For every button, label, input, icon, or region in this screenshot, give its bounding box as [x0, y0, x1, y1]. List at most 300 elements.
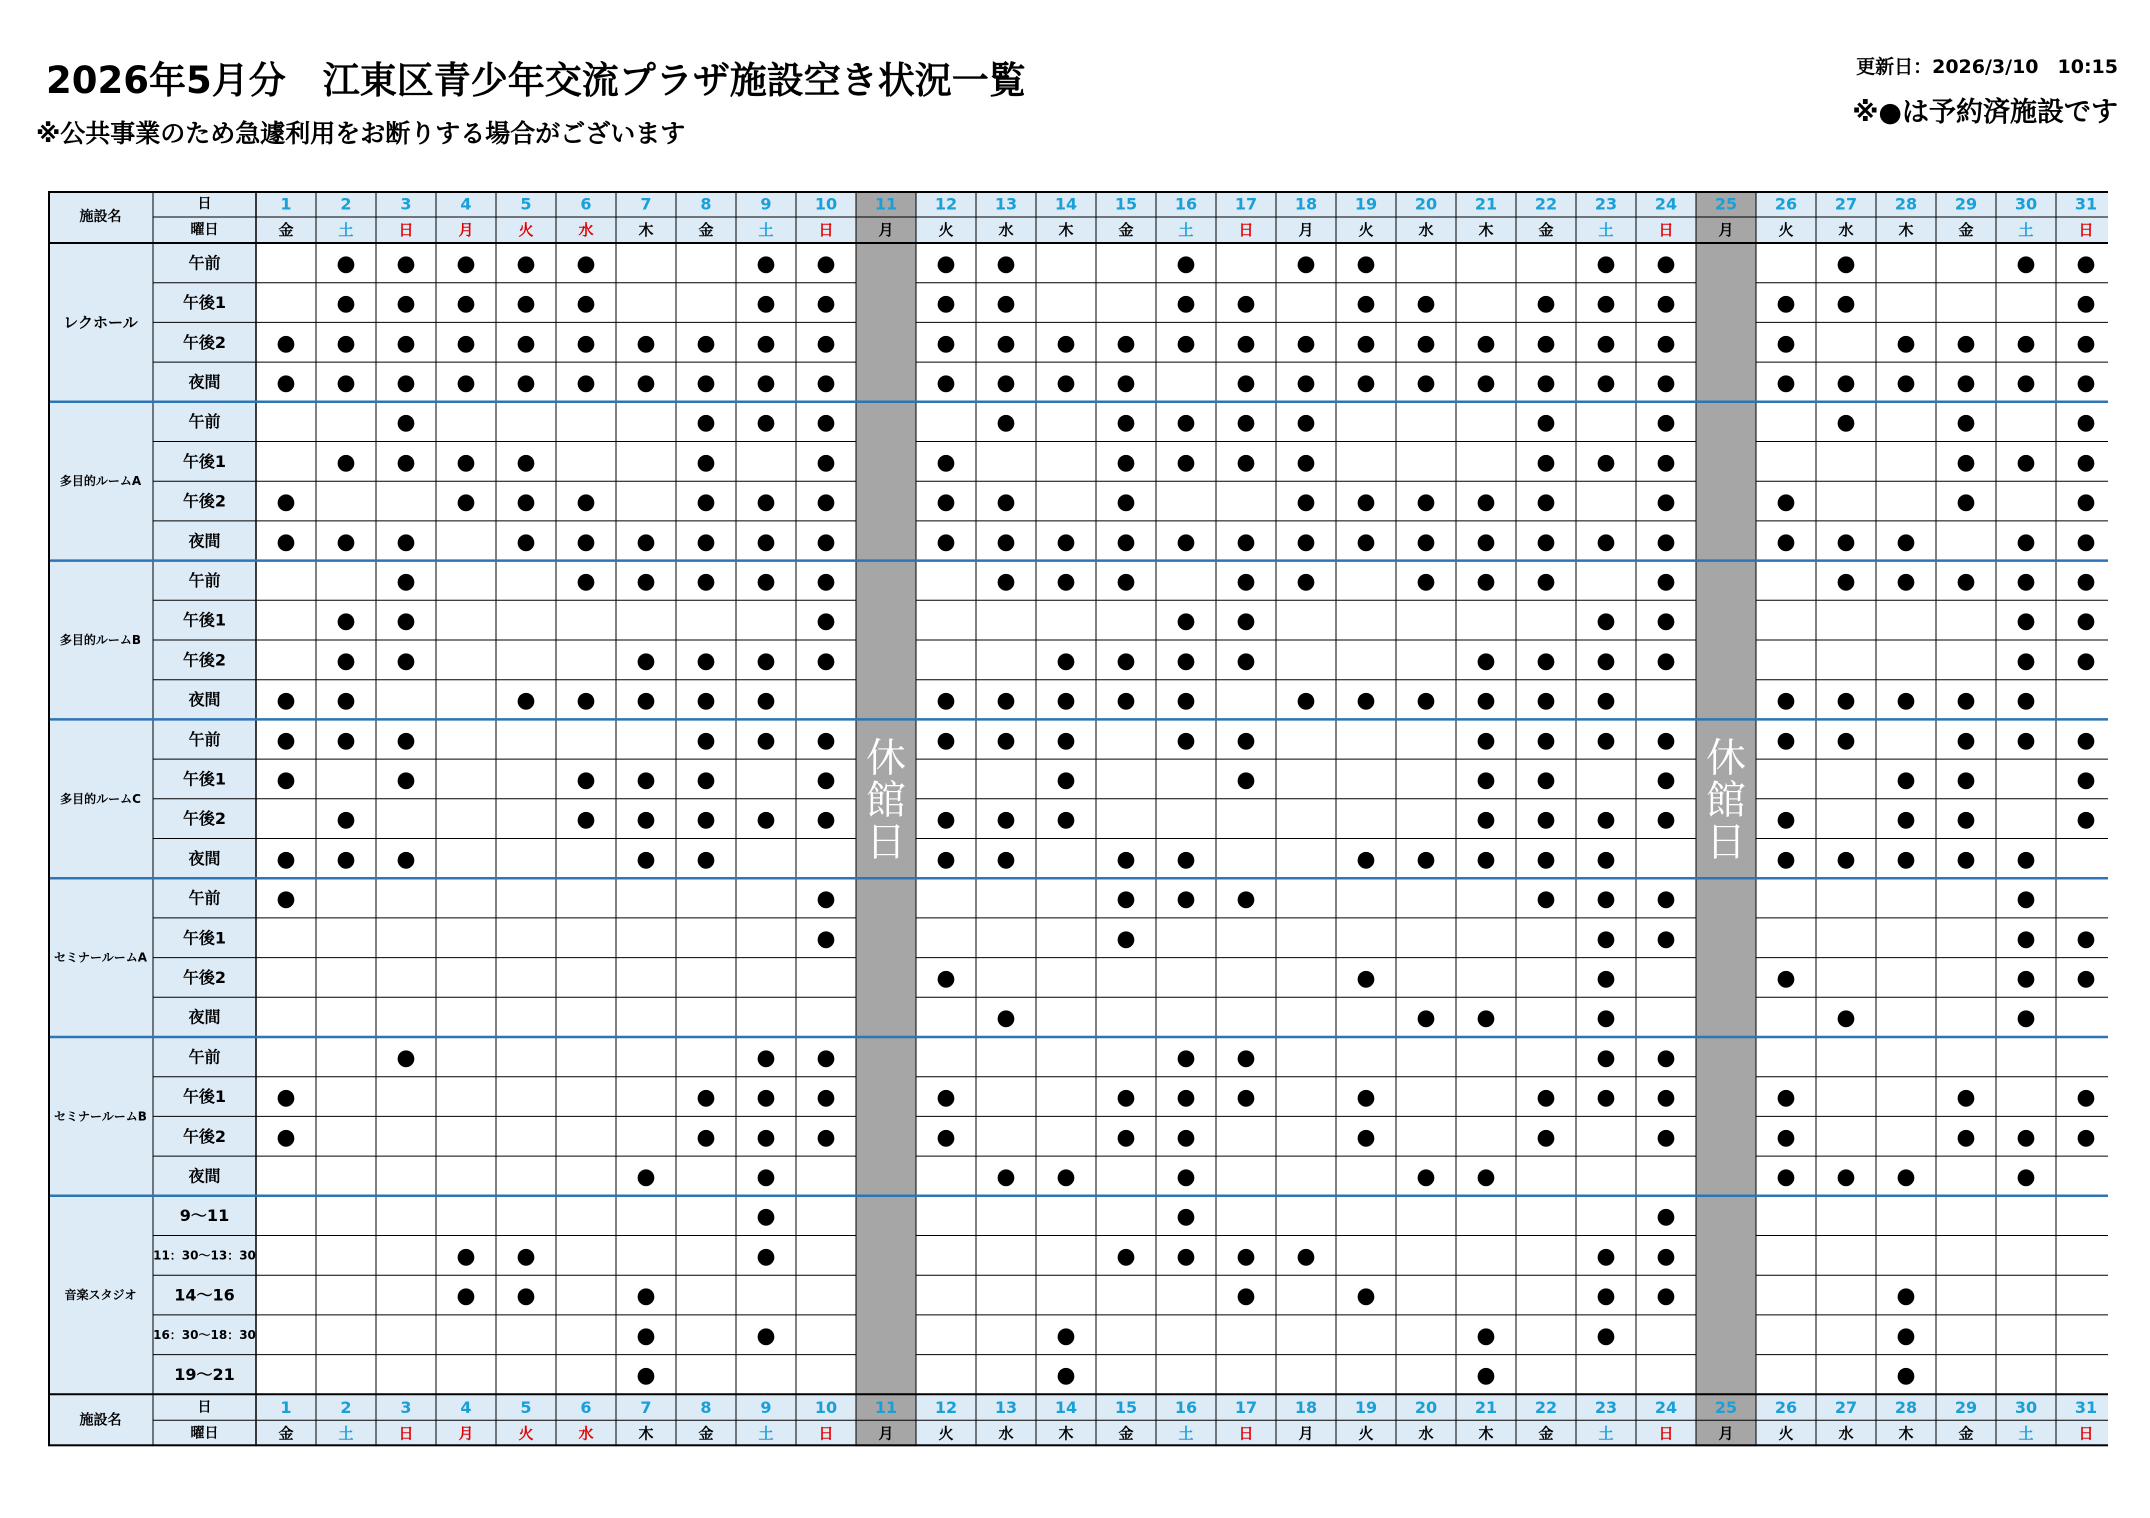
reserved-mark: ●: [1896, 807, 1916, 833]
reserved-mark: ●: [756, 1124, 776, 1150]
footer-weekday-14: 木: [1058, 1424, 1074, 1443]
reserved-mark: ●: [1596, 688, 1616, 714]
reserved-mark: ●: [936, 291, 956, 317]
footer-day-12: 12: [934, 1397, 958, 1417]
reserved-mark: ●: [996, 568, 1016, 594]
reserved-mark: ●: [1356, 1085, 1376, 1111]
reserved-mark: ●: [816, 330, 836, 356]
footer-day-24: 24: [1654, 1397, 1678, 1417]
reserved-mark: ●: [516, 1243, 536, 1269]
reserved-mark: ●: [1476, 1362, 1496, 1388]
reserved-mark: ●: [276, 688, 296, 714]
reserved-mark: ●: [936, 1085, 956, 1111]
reserved-mark: ●: [1476, 688, 1496, 714]
reserved-mark: ●: [1416, 846, 1436, 872]
reserved-mark: ●: [1116, 568, 1136, 594]
reserved-mark: ●: [2016, 1005, 2036, 1031]
slot-label: 午後2: [182, 491, 227, 511]
reserved-mark: ●: [936, 330, 956, 356]
slot-label: 11：30～13：30: [153, 1248, 256, 1263]
reserved-mark: ●: [396, 608, 416, 634]
reserved-mark: ●: [696, 807, 716, 833]
reserved-mark: ●: [396, 410, 416, 436]
footer-day-27: 27: [1834, 1397, 1858, 1417]
availability-grid: [48, 191, 2108, 1449]
footer-weekday-13: 水: [998, 1424, 1014, 1443]
header-day-7: 7: [640, 194, 652, 214]
footer-weekday-5: 火: [518, 1424, 534, 1443]
reserved-mark: ●: [1536, 529, 1556, 555]
reserved-mark: ●: [2016, 449, 2036, 475]
reserved-mark: ●: [336, 330, 356, 356]
footer-weekday-24: 日: [1658, 1424, 1674, 1443]
footer-weekday-15: 金: [1118, 1424, 1134, 1443]
header-day-31: 31: [2074, 194, 2098, 214]
reserved-mark: ●: [996, 688, 1016, 714]
reserved-mark: ●: [396, 568, 416, 594]
reserved-mark: ●: [1656, 807, 1676, 833]
reserved-mark: ●: [696, 568, 716, 594]
reserved-mark: ●: [2016, 648, 2036, 674]
reserved-mark: ●: [1236, 529, 1256, 555]
reserved-mark: ●: [1596, 330, 1616, 356]
reserved-mark: ●: [1596, 1243, 1616, 1269]
reserved-mark: ●: [936, 727, 956, 753]
reserved-mark: ●: [1836, 251, 1856, 277]
footer-weekday-30: 土: [2018, 1424, 2034, 1443]
reserved-mark: ●: [1476, 846, 1496, 872]
reserved-mark: ●: [756, 1164, 776, 1190]
reserved-mark: ●: [816, 291, 836, 317]
reserved-mark: ●: [2076, 608, 2096, 634]
reserved-mark: ●: [1656, 291, 1676, 317]
footer-weekday-26: 火: [1778, 1424, 1794, 1443]
reserved-mark: ●: [1236, 410, 1256, 436]
reserved-mark: ●: [1536, 688, 1556, 714]
reserved-mark: ●: [1176, 846, 1196, 872]
reserved-mark: ●: [1056, 330, 1076, 356]
reserved-mark: ●: [1536, 886, 1556, 912]
availability-table: [48, 191, 2108, 1449]
reserved-mark: ●: [1596, 926, 1616, 952]
slot-label: 16：30～18：30: [153, 1327, 256, 1342]
reserved-mark: ●: [1956, 330, 1976, 356]
reserved-mark: ●: [1656, 926, 1676, 952]
reserved-mark: ●: [636, 1164, 656, 1190]
reserved-mark: ●: [1836, 688, 1856, 714]
slot-label: 午後1: [182, 293, 227, 313]
reserved-mark: ●: [1776, 370, 1796, 396]
footer-day-14: 14: [1054, 1397, 1078, 1417]
footer-day-2: 2: [340, 1397, 352, 1417]
footer-day-20: 20: [1414, 1397, 1438, 1417]
reserved-mark: ●: [636, 1323, 656, 1349]
reserved-mark: ●: [1416, 688, 1436, 714]
footer-day-29: 29: [1954, 1397, 1978, 1417]
slot-label: 午前: [188, 570, 221, 590]
reserved-mark: ●: [1596, 727, 1616, 753]
reserved-mark: ●: [576, 568, 596, 594]
reserved-mark: ●: [396, 648, 416, 674]
reserved-mark: ●: [996, 1005, 1016, 1031]
reserved-mark: ●: [1776, 1164, 1796, 1190]
reserved-mark: ●: [1656, 1045, 1676, 1071]
reserved-mark: ●: [696, 688, 716, 714]
reserved-mark: ●: [2016, 529, 2036, 555]
header-weekday-28: 木: [1898, 221, 1914, 239]
reserved-mark: ●: [936, 251, 956, 277]
reserved-mark: ●: [1656, 1085, 1676, 1111]
reserved-mark: ●: [1836, 846, 1856, 872]
reserved-mark: ●: [936, 688, 956, 714]
closed-label-char: 日: [1706, 819, 1746, 866]
reserved-mark: ●: [1596, 965, 1616, 991]
closed-label-char: 休: [866, 735, 906, 782]
reserved-mark: ●: [1536, 370, 1556, 396]
footer-weekday-19: 火: [1358, 1424, 1374, 1443]
reserved-mark: ●: [1596, 1283, 1616, 1309]
reserved-mark: ●: [1536, 727, 1556, 753]
reserved-mark: ●: [816, 449, 836, 475]
reserved-mark: ●: [1536, 807, 1556, 833]
reserved-mark: ●: [816, 370, 836, 396]
reserved-mark: ●: [1416, 489, 1436, 515]
reserved-mark: ●: [1656, 608, 1676, 634]
reserved-mark: ●: [2016, 1124, 2036, 1150]
reserved-mark: ●: [516, 529, 536, 555]
reserved-mark: ●: [1116, 886, 1136, 912]
facility-name: セミナールームB: [54, 1109, 147, 1124]
closed-label-char: 館: [866, 777, 906, 824]
reserved-mark: ●: [1836, 370, 1856, 396]
reserved-mark: ●: [1296, 449, 1316, 475]
footer-day-label: 日: [197, 1399, 212, 1416]
facility-name: 音楽スタジオ: [64, 1288, 137, 1303]
reserved-mark: ●: [1956, 1085, 1976, 1111]
reserved-mark: ●: [1356, 965, 1376, 991]
reserved-mark: ●: [1776, 489, 1796, 515]
footer-day-31: 31: [2074, 1397, 2098, 1417]
facility-name: 多目的ルームA: [59, 474, 142, 489]
reserved-mark: ●: [756, 688, 776, 714]
footer-day-1: 1: [280, 1397, 292, 1417]
slot-label: 午後1: [182, 1087, 227, 1107]
reserved-mark: ●: [276, 846, 296, 872]
reserved-mark: ●: [1776, 727, 1796, 753]
reserved-mark: ●: [2076, 568, 2096, 594]
reserved-mark: ●: [2076, 330, 2096, 356]
reserved-mark: ●: [336, 449, 356, 475]
footer-weekday-1: 金: [278, 1424, 294, 1443]
reserved-mark: ●: [756, 251, 776, 277]
header-day-14: 14: [1054, 194, 1078, 214]
reserved-mark: ●: [1116, 370, 1136, 396]
reserved-mark: ●: [1236, 1045, 1256, 1071]
reserved-mark: ●: [696, 767, 716, 793]
reserved-mark: ●: [456, 1243, 476, 1269]
header-weekday-30: 土: [2018, 221, 2034, 239]
reserved-mark: ●: [576, 251, 596, 277]
reserved-mark: ●: [756, 1204, 776, 1230]
reserved-mark: ●: [1656, 489, 1676, 515]
footer-day-9: 9: [760, 1397, 772, 1417]
reserved-mark: ●: [1176, 1164, 1196, 1190]
reserved-mark: ●: [276, 1124, 296, 1150]
reserved-mark: ●: [636, 648, 656, 674]
reserved-mark: ●: [1176, 1243, 1196, 1269]
reserved-mark: ●: [276, 330, 296, 356]
reserved-mark: ●: [516, 1283, 536, 1309]
reserved-mark: ●: [2076, 965, 2096, 991]
footer-weekday-17: 日: [1238, 1424, 1254, 1443]
reserved-mark: ●: [1776, 846, 1796, 872]
reserved-mark: ●: [1896, 846, 1916, 872]
footer-day-17: 17: [1234, 1397, 1258, 1417]
reserved-mark: ●: [276, 370, 296, 396]
header-weekday-10: 日: [818, 221, 834, 239]
reserved-mark: ●: [1236, 767, 1256, 793]
reserved-mark: ●: [1656, 1124, 1676, 1150]
reserved-mark: ●: [1536, 846, 1556, 872]
reserved-mark: ●: [1476, 727, 1496, 753]
header-weekday-2: 土: [338, 221, 354, 239]
header-day-6: 6: [580, 194, 592, 214]
reserved-mark: ●: [1896, 1362, 1916, 1388]
reserved-mark: ●: [2076, 767, 2096, 793]
reserved-mark: ●: [936, 846, 956, 872]
slot-label: 午前: [188, 1047, 221, 1067]
header-weekday-17: 日: [1238, 221, 1254, 239]
reserved-mark: ●: [456, 1283, 476, 1309]
reserved-mark: ●: [996, 1164, 1016, 1190]
reserved-mark: ●: [1116, 1085, 1136, 1111]
footer-day-23: 23: [1594, 1397, 1618, 1417]
header-weekday-label: 曜日: [190, 222, 219, 238]
header-day-2: 2: [340, 194, 352, 214]
reserved-mark: ●: [2016, 251, 2036, 277]
reserved-mark: ●: [1236, 608, 1256, 634]
header-weekday-14: 木: [1058, 221, 1074, 239]
reserved-mark: ●: [456, 489, 476, 515]
reserved-mark: ●: [396, 291, 416, 317]
footer-day-8: 8: [700, 1397, 712, 1417]
header-weekday-16: 土: [1178, 221, 1194, 239]
reserved-mark: ●: [1536, 568, 1556, 594]
reserved-mark: ●: [1656, 370, 1676, 396]
reserved-mark: ●: [1056, 807, 1076, 833]
reserved-mark: ●: [576, 529, 596, 555]
reserved-mark: ●: [1356, 688, 1376, 714]
reserved-mark: ●: [1956, 688, 1976, 714]
reserved-mark: ●: [1776, 1124, 1796, 1150]
reserved-mark: ●: [1956, 449, 1976, 475]
header-day-28: 28: [1894, 194, 1918, 214]
reserved-mark: ●: [1956, 410, 1976, 436]
reserved-mark: ●: [1896, 688, 1916, 714]
reserved-mark: ●: [696, 449, 716, 475]
reserved-mark: ●: [456, 330, 476, 356]
reserved-mark: ●: [1176, 1204, 1196, 1230]
header-weekday-15: 金: [1118, 221, 1134, 239]
footer-day-10: 10: [814, 1397, 838, 1417]
footer-day-26: 26: [1774, 1397, 1798, 1417]
reserved-mark: ●: [1476, 489, 1496, 515]
slot-label: 午後2: [182, 809, 227, 829]
reserved-mark: ●: [1116, 648, 1136, 674]
slot-label: 夜間: [188, 690, 221, 710]
reserved-mark: ●: [1656, 449, 1676, 475]
reserved-mark: ●: [2076, 807, 2096, 833]
reserved-mark: ●: [396, 330, 416, 356]
slot-label: 午前: [188, 253, 221, 273]
header-weekday-3: 日: [398, 221, 414, 239]
reserved-mark: ●: [516, 330, 536, 356]
reserved-mark: ●: [756, 727, 776, 753]
reserved-mark: ●: [816, 886, 836, 912]
reserved-mark: ●: [396, 727, 416, 753]
reserved-mark: ●: [1116, 1243, 1136, 1269]
reserved-mark: ●: [1356, 529, 1376, 555]
reserved-mark: ●: [1116, 688, 1136, 714]
reserved-mark: ●: [1296, 410, 1316, 436]
reserved-mark: ●: [1956, 1124, 1976, 1150]
reserved-mark: ●: [1956, 767, 1976, 793]
footer-day-3: 3: [400, 1397, 412, 1417]
footer-day-4: 4: [460, 1397, 472, 1417]
reserved-mark: ●: [1896, 370, 1916, 396]
page-subtitle: ※公共事業のため急遽利用をお断りする場合がございます: [36, 119, 686, 148]
reserved-mark: ●: [336, 807, 356, 833]
footer-weekday-6: 水: [578, 1424, 594, 1443]
reserved-mark: ●: [1356, 370, 1376, 396]
reserved-mark: ●: [1476, 807, 1496, 833]
footer-day-18: 18: [1294, 1397, 1318, 1417]
reserved-mark: ●: [1776, 291, 1796, 317]
reserved-mark: ●: [2016, 965, 2036, 991]
footer-weekday-11: 月: [878, 1424, 894, 1443]
header-day-3: 3: [400, 194, 412, 214]
footer-weekday-22: 金: [1538, 1424, 1554, 1443]
reserved-mark: ●: [636, 1283, 656, 1309]
reserved-mark: ●: [1236, 648, 1256, 674]
closed-label-char: 休: [1706, 735, 1746, 782]
reserved-mark: ●: [1356, 330, 1376, 356]
header-day-19: 19: [1354, 194, 1378, 214]
reserved-mark: ●: [1956, 568, 1976, 594]
header-day-15: 15: [1114, 194, 1138, 214]
reserved-mark: ●: [1056, 568, 1076, 594]
reserved-mark: ●: [276, 767, 296, 793]
reserved-mark: ●: [696, 330, 716, 356]
reserved-mark: ●: [1776, 529, 1796, 555]
reserved-mark: ●: [576, 489, 596, 515]
reserved-mark: ●: [996, 251, 1016, 277]
reserved-mark: ●: [1536, 410, 1556, 436]
reserved-mark: ●: [936, 449, 956, 475]
reserved-mark: ●: [756, 489, 776, 515]
reserved-mark: ●: [696, 529, 716, 555]
footer-weekday-12: 火: [938, 1424, 954, 1443]
facility-name: セミナールームA: [53, 950, 148, 965]
footer-day-22: 22: [1534, 1397, 1558, 1417]
reserved-mark: ●: [1416, 1005, 1436, 1031]
reserved-mark: ●: [2016, 926, 2036, 952]
reserved-mark: ●: [1656, 330, 1676, 356]
reserved-mark: ●: [1176, 529, 1196, 555]
reserved-mark: ●: [696, 1085, 716, 1111]
reserved-mark: ●: [1176, 251, 1196, 277]
reserved-mark: ●: [336, 291, 356, 317]
reserved-mark: ●: [1176, 291, 1196, 317]
slot-label: 夜間: [188, 531, 221, 551]
header-weekday-6: 水: [578, 221, 594, 239]
reserved-mark: ●: [756, 1045, 776, 1071]
reserved-mark: ●: [1356, 1124, 1376, 1150]
reserved-mark: ●: [1296, 568, 1316, 594]
reserved-mark: ●: [1296, 688, 1316, 714]
reserved-mark: ●: [1476, 648, 1496, 674]
reserved-mark: ●: [2076, 926, 2096, 952]
reserved-mark: ●: [1596, 449, 1616, 475]
header-day-23: 23: [1594, 194, 1618, 214]
header-weekday-7: 木: [638, 221, 654, 239]
reserved-mark: ●: [2016, 727, 2036, 753]
header-weekday-31: 日: [2078, 221, 2094, 239]
reserved-mark: ●: [1596, 846, 1616, 872]
header-weekday-5: 火: [518, 221, 534, 239]
reserved-mark: ●: [1236, 568, 1256, 594]
reserved-mark: ●: [1836, 291, 1856, 317]
slot-label: 夜間: [188, 372, 221, 392]
reserved-mark: ●: [1056, 648, 1076, 674]
reserved-mark: ●: [1116, 330, 1136, 356]
reserved-mark: ●: [756, 330, 776, 356]
header-day-17: 17: [1234, 194, 1258, 214]
reserved-mark: ●: [1596, 648, 1616, 674]
reserved-mark: ●: [1416, 330, 1436, 356]
reserved-mark: ●: [1176, 1124, 1196, 1150]
header-weekday-27: 水: [1838, 221, 1854, 239]
reserved-mark: ●: [1776, 1085, 1796, 1111]
reserved-mark: ●: [1356, 846, 1376, 872]
reserved-mark: ●: [756, 568, 776, 594]
footer-day-21: 21: [1474, 1397, 1498, 1417]
header-day-12: 12: [934, 194, 958, 214]
footer-day-15: 15: [1114, 1397, 1138, 1417]
reserved-mark: ●: [1956, 489, 1976, 515]
reserved-mark: ●: [1476, 529, 1496, 555]
reserved-mark: ●: [1176, 1085, 1196, 1111]
reserved-mark: ●: [276, 489, 296, 515]
reserved-mark: ●: [276, 727, 296, 753]
header-weekday-22: 金: [1538, 221, 1554, 239]
reserved-mark: ●: [1836, 727, 1856, 753]
reserved-mark: ●: [2076, 370, 2096, 396]
reserved-mark: ●: [1656, 1243, 1676, 1269]
reserved-mark: ●: [456, 291, 476, 317]
reserved-mark: ●: [1536, 1085, 1556, 1111]
reserved-mark: ●: [1116, 926, 1136, 952]
reserved-mark: ●: [576, 370, 596, 396]
reserved-mark: ●: [1956, 727, 1976, 753]
reserved-mark: ●: [816, 489, 836, 515]
reserved-mark: ●: [1896, 1283, 1916, 1309]
reserved-mark: ●: [996, 807, 1016, 833]
reserved-mark: ●: [2016, 886, 2036, 912]
header-day-22: 22: [1534, 194, 1558, 214]
footer-day-11: 11: [874, 1397, 898, 1417]
reserved-mark: ●: [1236, 1085, 1256, 1111]
